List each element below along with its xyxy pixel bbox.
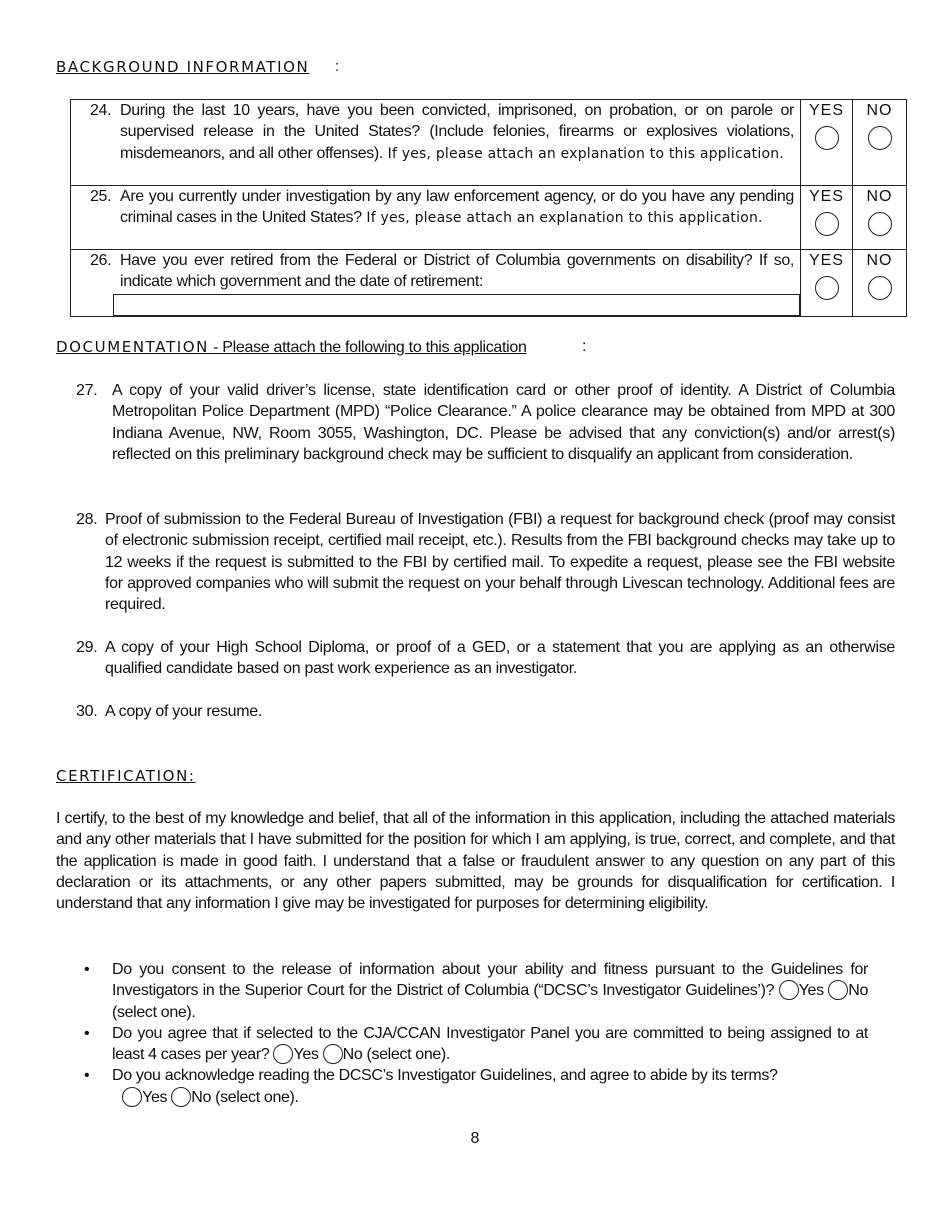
acknowledge-yes-radio[interactable] [122, 1087, 142, 1107]
background-questions-table [70, 99, 907, 317]
q24-no-radio[interactable] [868, 126, 892, 150]
item-text: A copy of your resume. [105, 703, 263, 720]
no-label: No (select one). [342, 1046, 450, 1064]
question-row-26 [71, 250, 907, 317]
item-number: 27. [76, 382, 98, 399]
question-row-25 [71, 186, 907, 250]
q25-no-radio[interactable] [868, 212, 892, 236]
q25-yes-radio[interactable] [815, 212, 839, 236]
yes-label: YES [808, 252, 844, 269]
no-label: No (select one). [112, 982, 868, 1021]
item-number: 30. [76, 703, 98, 720]
question-note: If yes, please attach an explanation to this application. [383, 145, 784, 162]
item-number: 28. [76, 511, 98, 528]
no-label: NO [866, 102, 893, 119]
item-number: 29. [76, 639, 98, 656]
certification-questions [84, 959, 868, 1108]
yes-label: Yes [293, 1046, 319, 1064]
retirement-details-input[interactable] [113, 294, 800, 316]
commitment-yes-radio[interactable] [273, 1044, 293, 1064]
yes-label: Yes [798, 982, 824, 1000]
q26-no-radio[interactable] [868, 276, 892, 300]
question-text: During the last 10 years, have you been convicted, imprisoned, on probation, or on parole or supervised release in the United States? (Include felonies, firearms or explosives violations, misdemeanors, and all other offenses). [120, 102, 794, 162]
acknowledge-question: • Do you acknowledge reading the DCSC’s Investigator Guidelines, and agree to abide by its terms? Yes No (select one). [84, 1067, 778, 1106]
q24-yes-radio[interactable] [815, 126, 839, 150]
question-text: Have you ever retired from the Federal or District of Columbia governments on disability? If so, indicate which government and the date of retirement: [120, 252, 794, 291]
question-note: If yes, please attach an explanation to this application. [361, 210, 763, 227]
background-heading: BACKGROUND INFORMATION [56, 58, 310, 76]
page-number: 8 [470, 1130, 480, 1147]
question-number: 24. [90, 102, 112, 119]
documentation-heading-colon: : [582, 338, 587, 355]
question-number: 26. [90, 252, 112, 269]
item-text: A copy of your valid driver’s license, state identification card or other proof of identity. A District of Columbia Metropolitan Police Department (MPD) “Police Clearance.” A police clearance may be obtained from MPD at 300 Indiana Avenue, NW, Room 3055, Washington, DC. Please be advised that any conviction(s) and/or arrest(s) reflected on this preliminary background check may be sufficient to disqualify an applicant from consideration. [112, 382, 895, 463]
question-text: Are you currently under investigation by any law enforcement agency, or do you have any pending criminal cases in the United States? [120, 188, 794, 227]
commitment-question: • Do you agree that if selected to the CJA/CCAN Investigator Panel you are committed to being assigned to at least 4 cases per year? Yes No (select one). [84, 1024, 868, 1064]
documentation-heading: DOCUMENTATION - Please attach the following to this application [56, 338, 527, 356]
acknowledge-no-radio[interactable] [171, 1087, 191, 1107]
item-text: Proof of submission to the Federal Bureau of Investigation (FBI) a request for background check (proof may consist of electronic submission receipt, certified mail receipt, etc.). Results from the FBI background checks may take up to 12 weeks if the request is submitted to the FBI by certified mail. To expedite a request, please see the FBI website for approved companies who will submit the request on your behalf through Livescan technology. Additional fees are required. [105, 511, 895, 614]
doc-item-28 [76, 509, 895, 615]
no-label: NO [866, 188, 893, 205]
certification-paragraph: I certify, to the best of my knowledge and belief, that all of the information in this application, including the attached materials and any other materials that I have submitted for the position for which I am applying, is true, correct, and complete, and that the application is made in good faith. I understand that a false or fraudulent answer to any question on any part of this declaration or its attachments, or any other papers submitted, may be grounds for disqualification for certification. I understand that any information I give may be investigated for purposes for determining eligibility. [56, 810, 895, 913]
commitment-no-radio[interactable] [323, 1044, 343, 1064]
doc-item-27 [76, 380, 895, 465]
doc-item-30 [76, 701, 895, 722]
background-heading-colon: : [335, 58, 340, 75]
doc-item-29 [76, 637, 895, 680]
consent-question: • Do you consent to the release of information about your ability and fitness pursuant to the Guidelines for Investigators in the Superior Court for the District of Columbia (“DCSC’s Investigator Guidelines’)? Yes No (select one). [84, 961, 868, 1021]
question-row-24 [71, 100, 907, 186]
consent-yes-radio[interactable] [779, 980, 799, 1000]
yes-label: YES [808, 102, 844, 119]
no-label: NO [866, 252, 893, 269]
consent-no-radio[interactable] [828, 980, 848, 1000]
yes-label: YES [808, 188, 844, 205]
item-text: A copy of your High School Diploma, or proof of a GED, or a statement that you are applying as an otherwise qualified candidate based on past work experience as an investigator. [105, 639, 895, 678]
question-number: 25. [90, 188, 112, 205]
no-label: No (select one). [191, 1088, 299, 1106]
q26-yes-radio[interactable] [815, 276, 839, 300]
certification-heading: CERTIFICATION: [56, 767, 196, 785]
yes-label: Yes [142, 1088, 168, 1106]
